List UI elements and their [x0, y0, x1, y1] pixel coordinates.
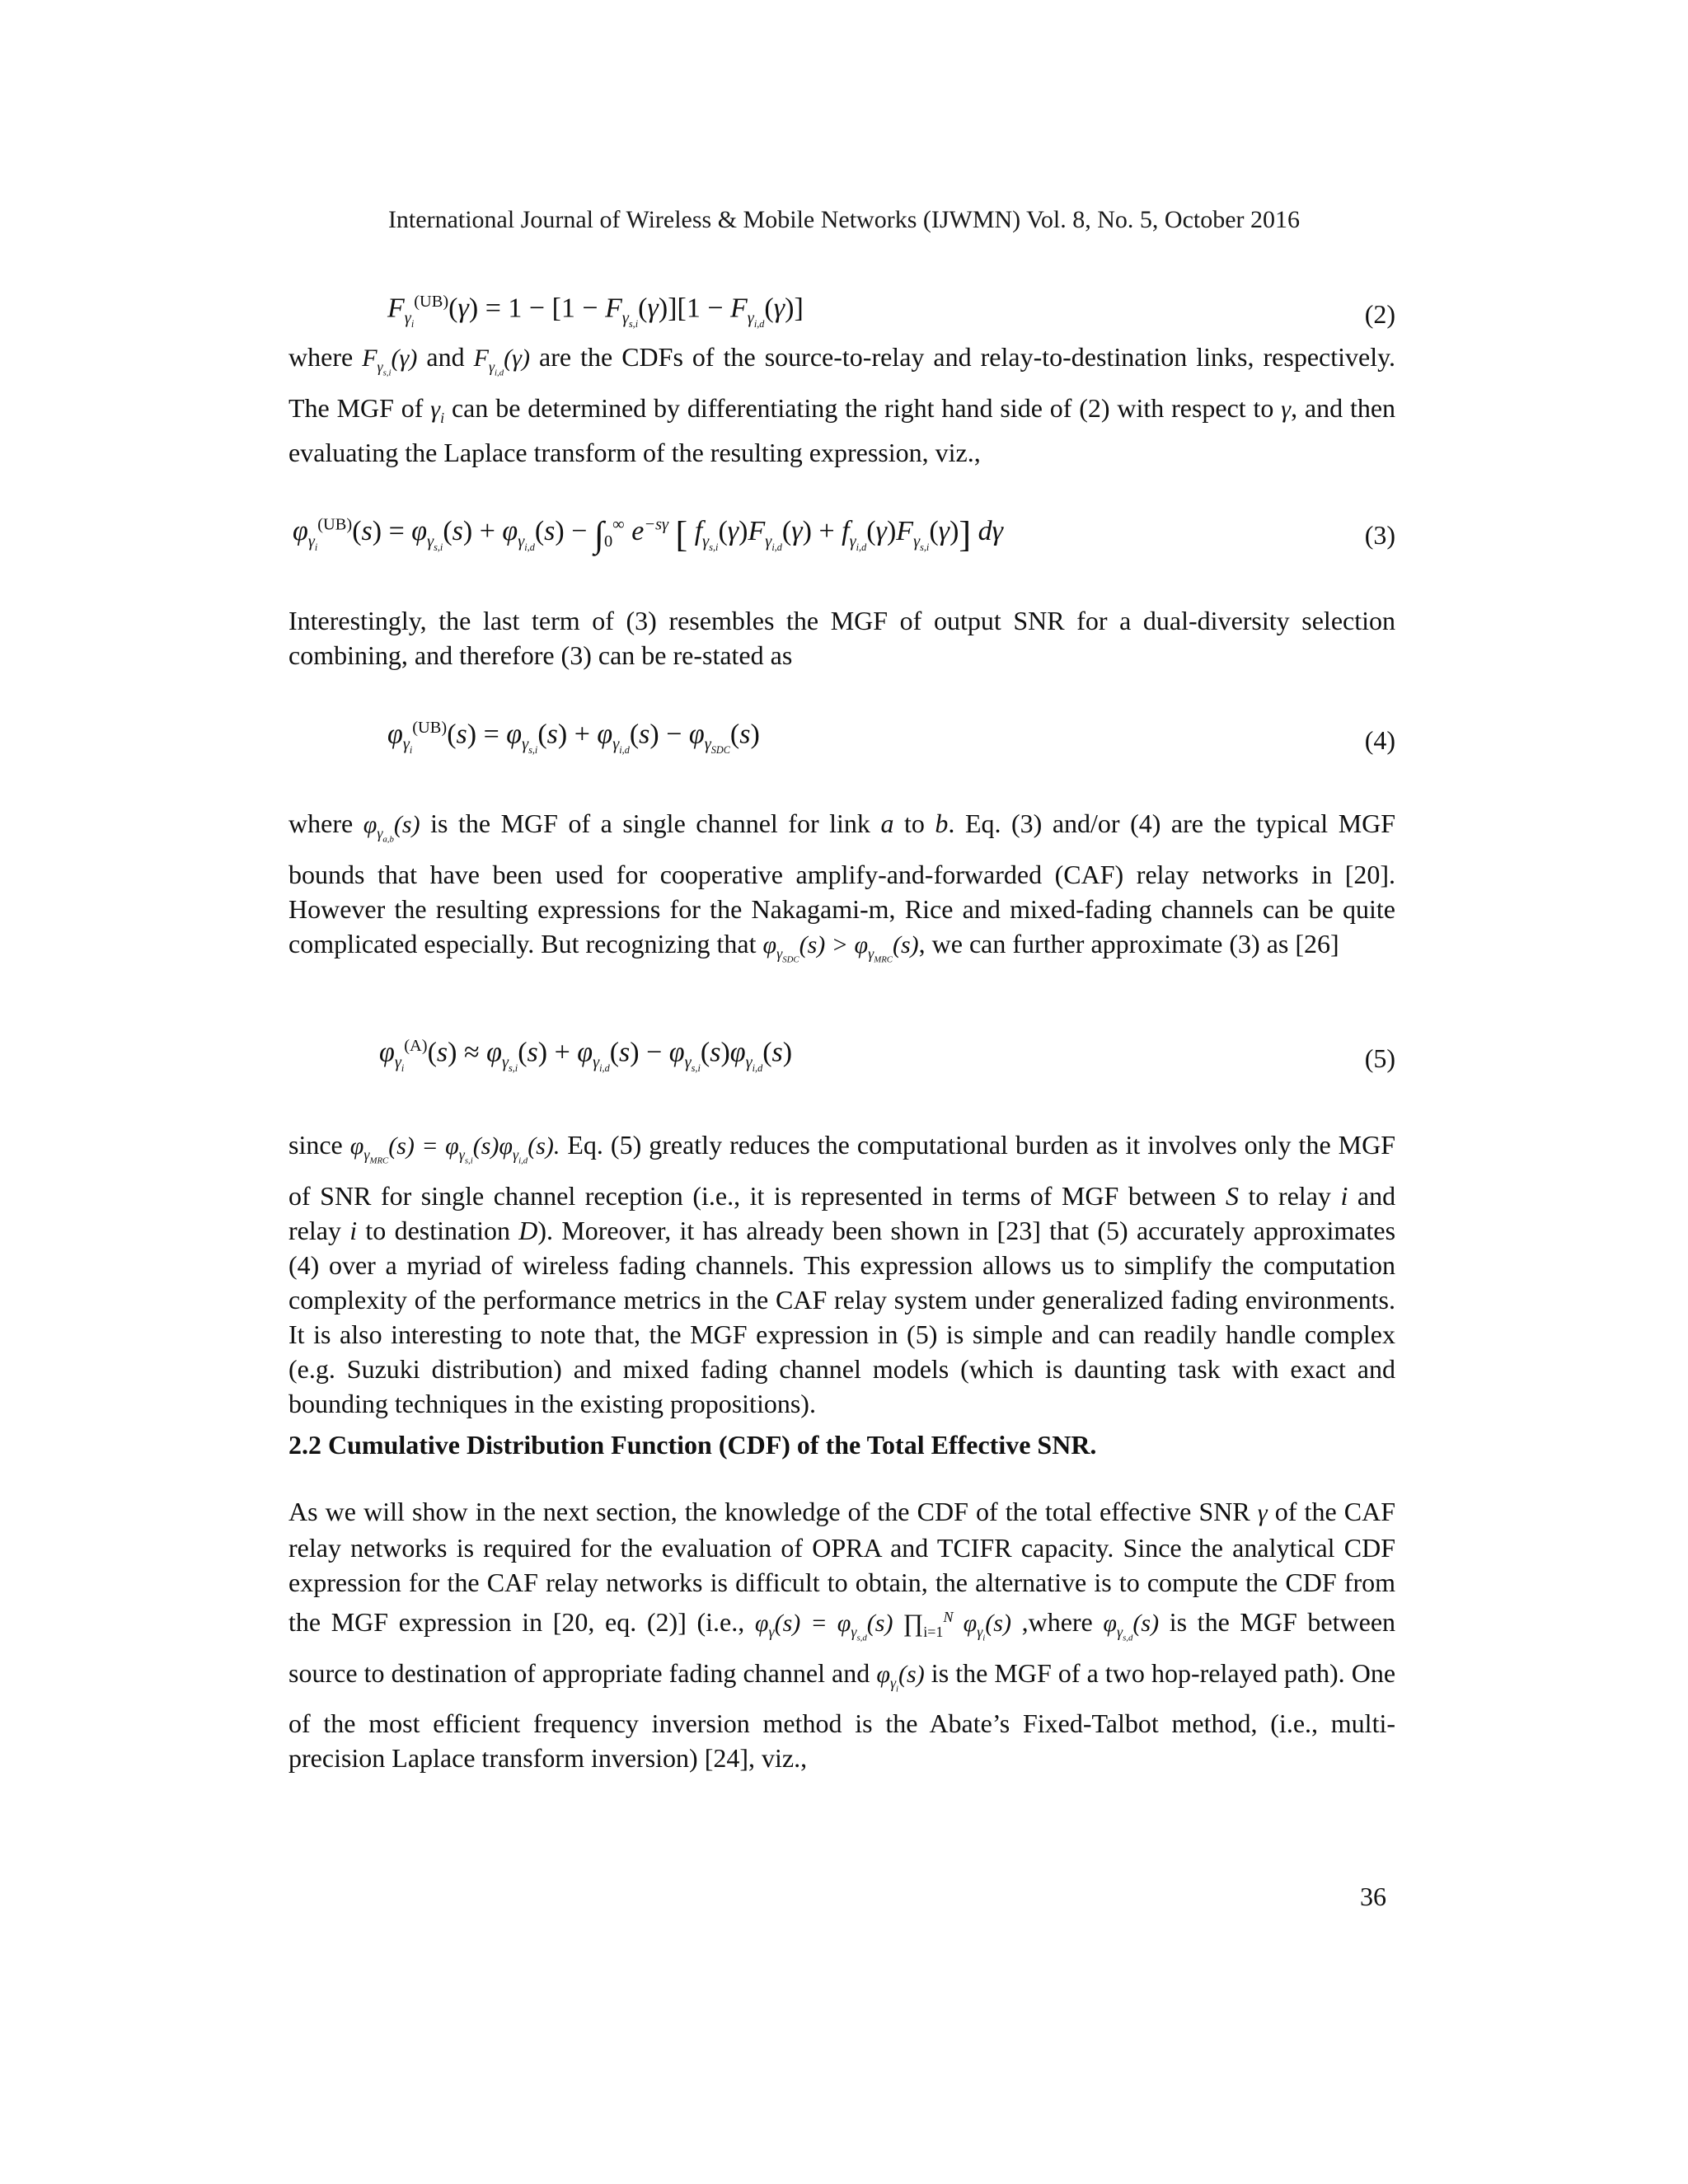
paragraph-mgf-bounds: where $\varphi_{\gamma_{a,b}}(s)$ is the MGF of a single channel for link a to b. Eq. (3) and/or (4) are the typical MGF bounds that have been used for cooperative amplify-and-forwarded (CAF) relay networks in [20]. However the resulting expressions for the Nakagami-m, Rice and mixed-fading channels can be quite complicated especially. But recognizing that $\varphi_{\gamma_{SDC}}(s) > \varphi_{\gamma_{MRC}}(s)$, we can further approximate (3) as [26]: [288, 808, 1396, 965]
page-number: 36: [1360, 1882, 1386, 1911]
equation-2: $F_{\gamma_i}^{(UB)}(\gamma) = 1 - [1 - F_{\gamma_{s,i}}(\gamma)][1 - F_{\gamma_{i,d}}(\gamma)]$ (2): [387, 293, 1395, 330]
equation-number: (3): [1364, 520, 1395, 550]
paragraph-cdf-computation: As we will show in the next section, the knowledge of the CDF of the total effective SNR γ of the CAF relay networks is required for the evaluation of OPRA and TCIFR capacity. Since the analytical CDF expression for the CAF relay networks is difficult to obtain, the alternative is to compute the CDF from the MGF expression in [20, eq. (2)] (i.e., $\varphi_\gamma(s) = \varphi_{\gamma_{s,d}}(s)$ $\prod_{i=1}^N$ $\varphi_{\gamma_i}(s)$ ,where $\varphi_{\gamma_{s,d}}(s)$ is the MGF between source to destination of appropriate fading channel and $\varphi_{\gamma_i}(s)$ is the MGF of a two hop-relayed path). One of the most efficient frequency inversion method is the Abate’s Fixed-Talbot method, (i.e., multi-precision Laplace transform inversion) [24], viz.,: [288, 1497, 1396, 1774]
running-header: International Journal of Wireless & Mobile Networks (IJWMN) Vol. 8, No. 5, October 2016: [387, 206, 1301, 233]
equation-number: (4): [1364, 725, 1395, 755]
equation-number: (2): [1364, 299, 1395, 329]
equation-5: $\varphi_{\gamma_i}^{(A)}(s) \approx \varphi_{\gamma_{s,i}}(s) + \varphi_{\gamma_{i,d}}(s) - \varphi_{\gamma_{s,i}}(s)\varphi_{\gamma_{i,d}}(s)$ (5): [379, 1037, 1395, 1075]
paragraph-cdf-links: where $F_{\gamma_{s,i}}(\gamma)$ and $F_{\gamma_{i,d}}(\gamma)$ are the CDFs of the source-to-relay and relay-to-destination links, respectively. The MGF of $\gamma_i$ can be determined by differentiating the right hand side of (2) with respect to γ, and then evaluating the Laplace transform of the resulting expression, viz.,: [288, 342, 1396, 467]
paragraph-computational-burden: since $\varphi_{\gamma_{MRC}}(s) = \varphi_{\gamma_{s,i}}(s)\varphi_{\gamma_{i,d}}(s)$. Eq. (5) greatly reduces the computational burden as it involves only the MGF of SNR for single channel reception (i.e., it is represented in terms of MGF between S to relay i and relay i to destination D). Moreover, it has already been shown in [23] that (5) accurately approximates (4) over a myriad of wireless fading channels. This expression allows us to simplify the computation complexity of the performance metrics in the CAF relay system under generalized fading environments. It is also interesting to note that, the MGF expression in (5) is simple and can readily handle complex (e.g. Suzuki distribution) and mixed fading channel models (which is daunting task with exact and bounding techniques in the existing propositions).: [288, 1130, 1396, 1418]
equation-3: $\varphi_{\gamma_i}^{(UB)}(s) = \varphi_{\gamma_{s,i}}(s) + \varphi_{\gamma_{i,d}}(s) - \int_0^\infty$ $e^{-s\gamma}$ [ $f_{\gamma_{s,i}}(\gamma)F_{\gamma_{i,d}}(\gamma) + f_{\gamma_{i,d}}(\gamma)F_{\gamma_{s,i}}(\gamma)$] dγ (3): [293, 514, 1395, 555]
paragraph-dual-diversity: Interestingly, the last term of (3) resembles the MGF of output SNR for a dual-diversity selection combining, and therefore (3) can be re-stated as: [288, 606, 1395, 670]
section-heading: 2.2 Cumulative Distribution Function (CDF) of the Total Effective SNR.: [288, 1430, 1097, 1460]
equation-4: $\varphi_{\gamma_i}^{(UB)}(s) = \varphi_{\gamma_{s,i}}(s) + \varphi_{\gamma_{i,d}}(s) - \varphi_{\gamma_{SDC}}(s)$ (4): [387, 719, 1395, 757]
equation-number: (5): [1364, 1043, 1395, 1073]
